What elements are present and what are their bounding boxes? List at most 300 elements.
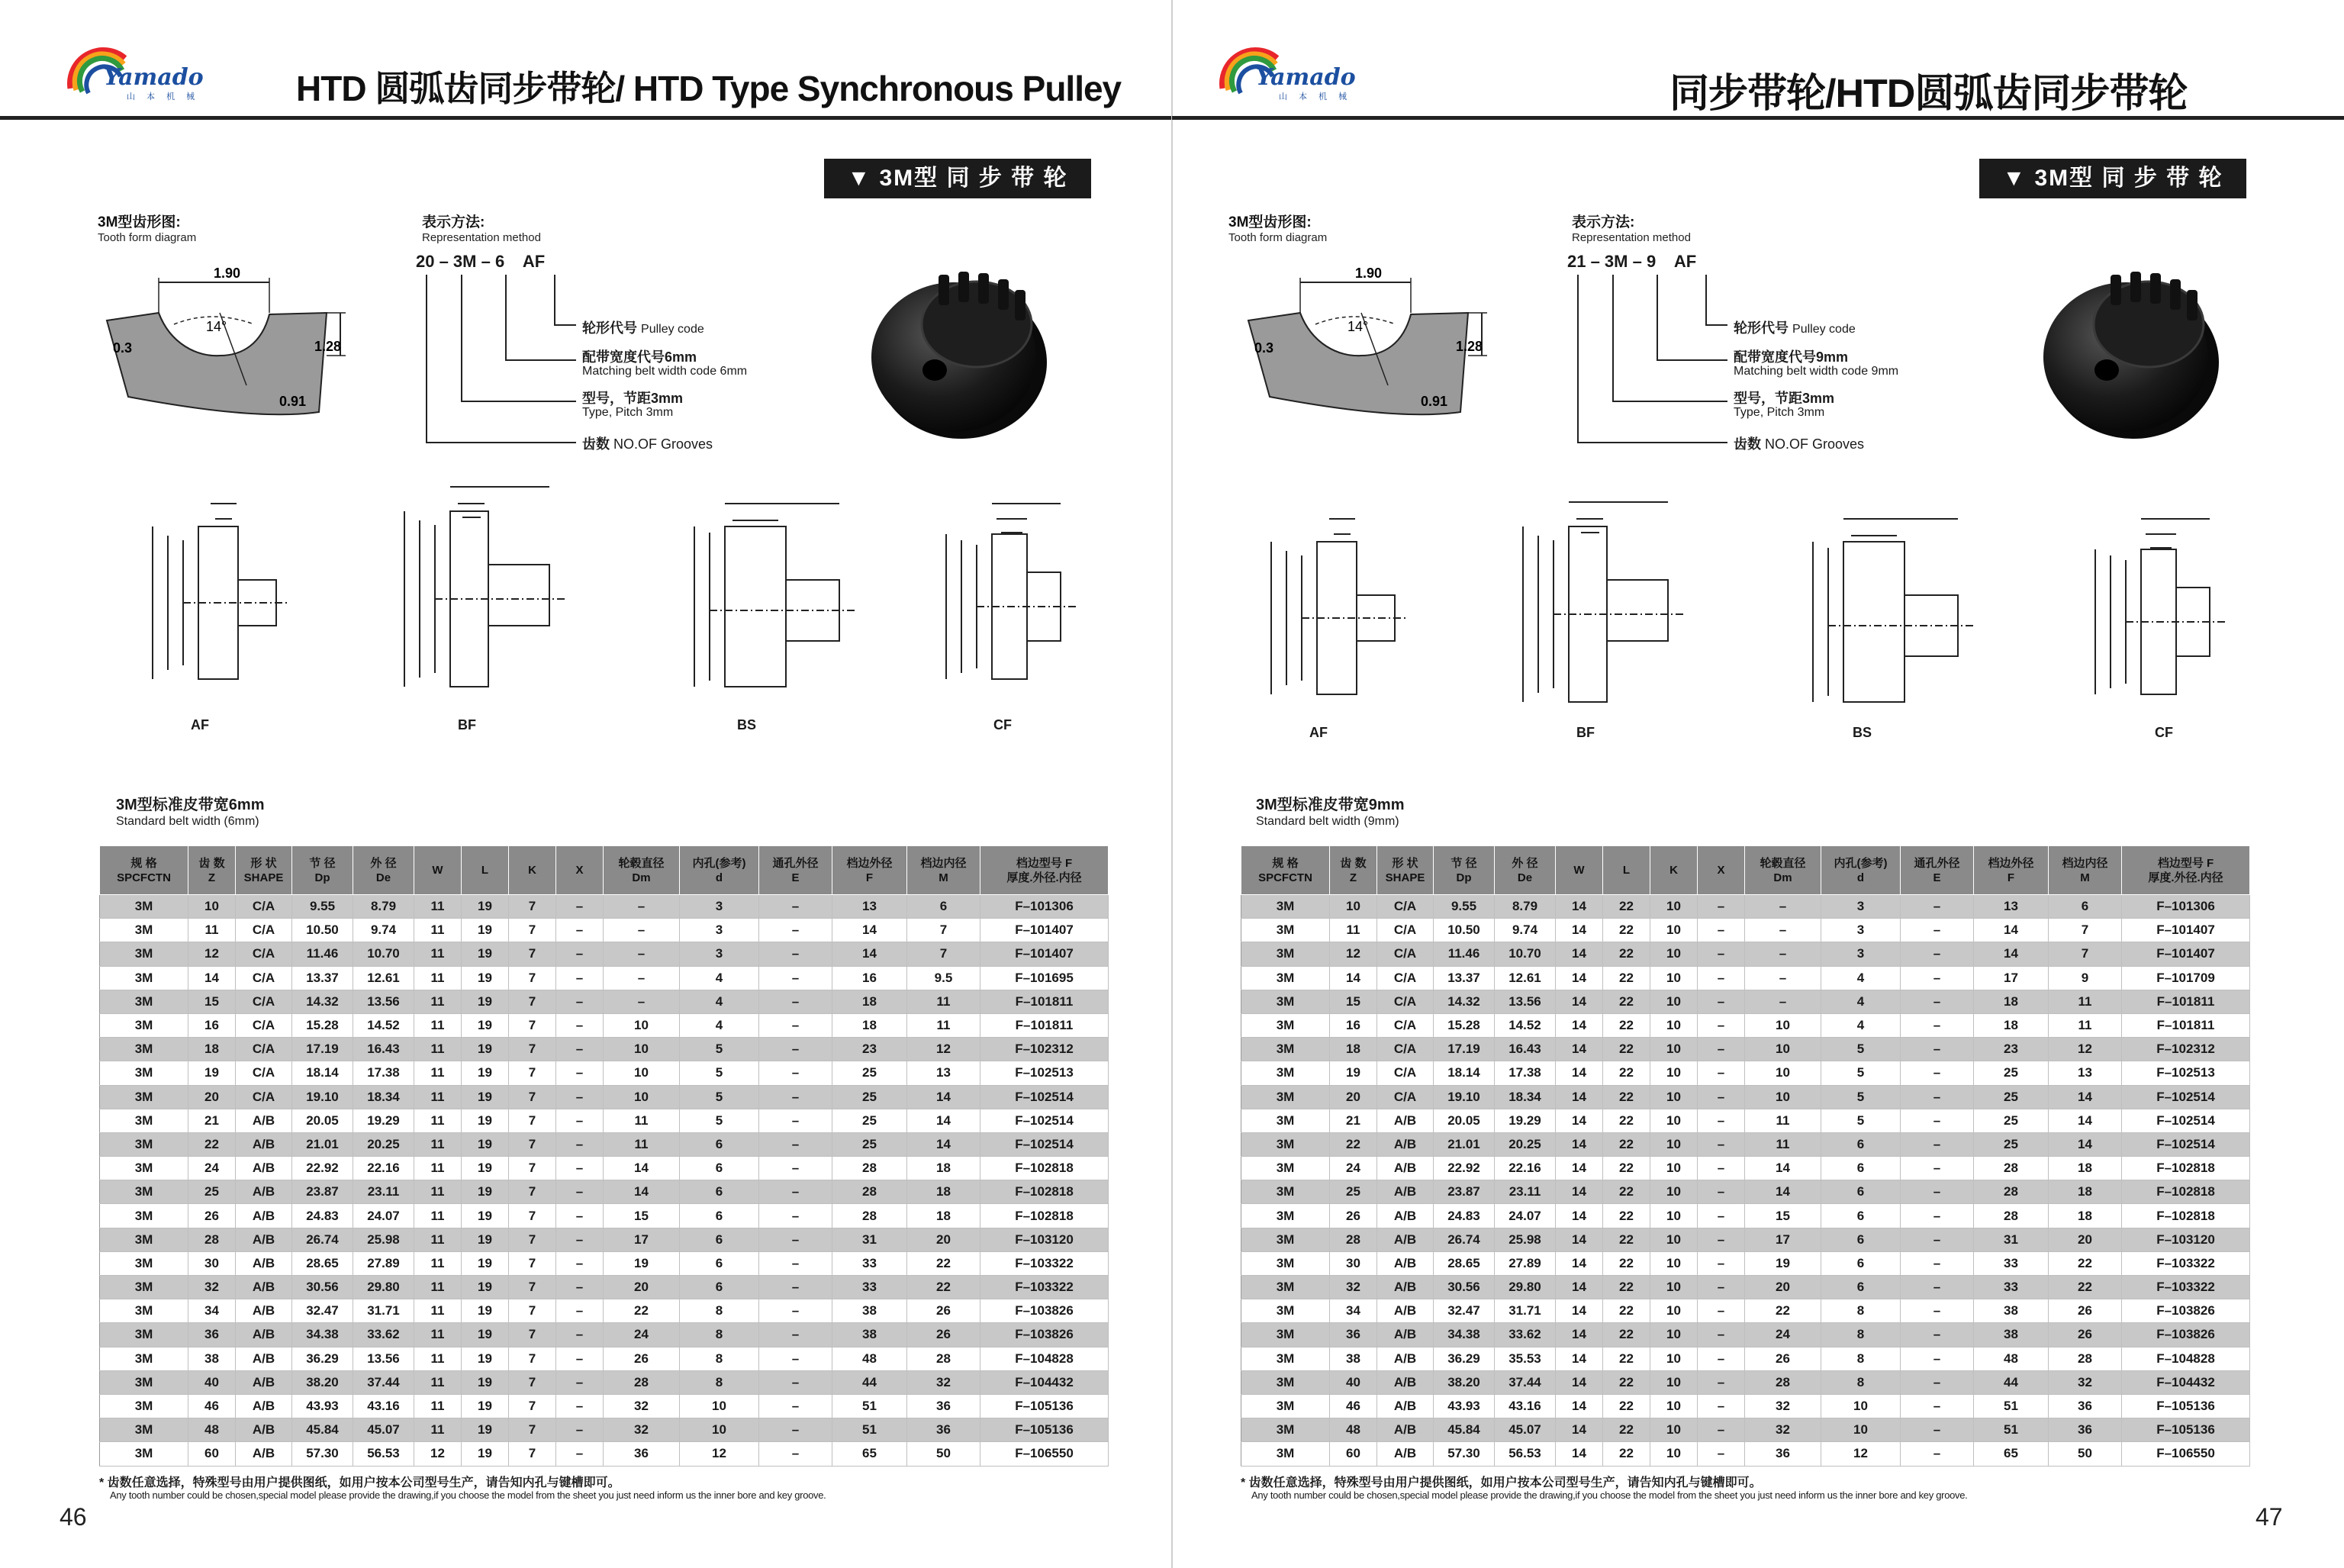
table-cell: 3M	[1241, 1085, 1330, 1109]
table-cell: 10	[1650, 1038, 1698, 1061]
table-cell: 11	[414, 1299, 462, 1323]
table-cell: 16	[832, 966, 907, 990]
table-cell: 11	[414, 966, 462, 990]
table-cell: 11	[1745, 1132, 1821, 1156]
header-label: 规 格	[130, 856, 157, 870]
table-cell: 15.28	[1434, 1013, 1495, 1037]
table-header-cell	[1603, 846, 1650, 895]
table-cell: 14	[1556, 1251, 1603, 1275]
header-sublabel: F	[865, 871, 874, 884]
table-cell: 19	[462, 1013, 509, 1037]
table-header-cell	[1377, 846, 1434, 895]
table-cell: F–101306	[2122, 895, 2250, 919]
table-cell: 11	[414, 1276, 462, 1299]
table-cell: 36	[907, 1394, 980, 1418]
table-cell: 22	[1603, 919, 1650, 942]
table-cell: 32	[1745, 1418, 1821, 1442]
table-cell: 18.34	[353, 1085, 414, 1109]
table-cell: 25	[832, 1132, 907, 1156]
table-cell: –	[759, 1370, 832, 1394]
table-cell: 11	[1745, 1109, 1821, 1132]
table-cell: 22.92	[292, 1157, 353, 1180]
table-cell: 19	[462, 919, 509, 942]
table-cell: C/A	[1377, 1038, 1434, 1061]
header-label: 档边型号 F	[2157, 856, 2214, 870]
table-cell: –	[1901, 1276, 1974, 1299]
table-cell: 11.46	[1434, 942, 1495, 966]
table-cell: 22	[1603, 1251, 1650, 1275]
header-label: X	[575, 864, 584, 877]
table-cell: 7	[509, 1394, 556, 1418]
table-cell: 18	[2049, 1180, 2122, 1204]
table-cell: 4	[1821, 990, 1901, 1013]
table-cell: F–103826	[2122, 1323, 2250, 1347]
table-cell: 65	[832, 1442, 907, 1466]
table-row	[100, 1228, 1109, 1251]
table-cell: 27.89	[353, 1251, 414, 1275]
table-cell: –	[556, 1323, 604, 1347]
table-row	[1241, 966, 2250, 990]
table-cell: 14	[1974, 942, 2049, 966]
table-cell: –	[759, 1251, 832, 1275]
table-cell: 60	[188, 1442, 236, 1466]
table-cell: 3M	[1241, 1299, 1330, 1323]
table-cell: 5	[680, 1061, 759, 1085]
table-cell: F–105136	[980, 1394, 1109, 1418]
table-cell: 28	[1974, 1204, 2049, 1228]
table-cell: 3M	[100, 1394, 188, 1418]
table-cell: 38	[832, 1299, 907, 1323]
table-cell: 22	[1603, 1276, 1650, 1299]
table-cell: 7	[509, 1347, 556, 1370]
table-cell: 10	[604, 1038, 680, 1061]
header-sublabel: d	[715, 871, 723, 884]
table-caption: 3M型标准皮带宽9mm	[1256, 797, 1405, 813]
table-cell: 11	[188, 919, 236, 942]
table-cell: 10	[188, 895, 236, 919]
header-sublabel: Dm	[632, 871, 651, 884]
table-cell: 22	[1603, 1323, 1650, 1347]
table-cell: A/B	[236, 1323, 292, 1347]
table-cell: 8	[680, 1323, 759, 1347]
table-cell: 28	[832, 1204, 907, 1228]
table-cell: –	[604, 919, 680, 942]
table-cell: 8	[1821, 1370, 1901, 1394]
table-cell: 11	[604, 1109, 680, 1132]
table-header-cell	[1241, 846, 1330, 895]
table-cell: 25	[832, 1109, 907, 1132]
header-label: 规 格	[1272, 856, 1299, 870]
table-cell: 7	[509, 1418, 556, 1442]
table-cell: 7	[509, 1276, 556, 1299]
table-cell: 14	[1330, 966, 1377, 990]
table-cell: –	[556, 1109, 604, 1132]
brand-logo	[1216, 43, 1361, 104]
table-cell: 60	[1330, 1442, 1377, 1466]
table-cell: 45.84	[1434, 1418, 1495, 1442]
table-cell: –	[556, 966, 604, 990]
table-cell: F–103826	[980, 1323, 1109, 1347]
table-cell: 11	[414, 1157, 462, 1180]
table-cell: –	[1901, 1109, 1974, 1132]
table-cell: 11	[414, 1013, 462, 1037]
table-cell: A/B	[1377, 1347, 1434, 1370]
header-label: 档边型号 F	[1016, 856, 1073, 870]
table-cell: F–101811	[2122, 1013, 2250, 1037]
table-cell: A/B	[236, 1370, 292, 1394]
table-cell: 19	[462, 1038, 509, 1061]
table-cell: F–103322	[980, 1251, 1109, 1275]
table-cell: –	[556, 1228, 604, 1251]
table-cell: 40	[1330, 1370, 1377, 1394]
table-cell: –	[556, 1013, 604, 1037]
table-row	[100, 1109, 1109, 1132]
rep-code: 21 – 3M – 9 AF	[1567, 252, 1697, 271]
table-cell: 38	[188, 1347, 236, 1370]
table-header-cell	[604, 846, 680, 895]
table-cell: 37.44	[353, 1370, 414, 1394]
rep-caption-en: Representation method	[1572, 231, 1691, 244]
table-cell: 14	[1556, 1061, 1603, 1085]
table-cell: –	[1901, 1132, 1974, 1156]
table-cell: 22	[188, 1132, 236, 1156]
table-cell: 33.62	[353, 1323, 414, 1347]
table-cell: 3M	[100, 1061, 188, 1085]
table-cell: 20.25	[1495, 1132, 1556, 1156]
table-header-cell	[100, 846, 188, 895]
table-cell: A/B	[1377, 1132, 1434, 1156]
table-cell: 11	[414, 1061, 462, 1085]
table-cell: –	[556, 1276, 604, 1299]
table-cell: 26	[907, 1323, 980, 1347]
table-cell: A/B	[1377, 1180, 1434, 1204]
table-cell: C/A	[1377, 966, 1434, 990]
table-cell: –	[556, 1251, 604, 1275]
table-cell: 3M	[100, 1228, 188, 1251]
table-cell: 32	[1745, 1394, 1821, 1418]
table-cell: F–102818	[980, 1204, 1109, 1228]
table-cell: F–102514	[980, 1085, 1109, 1109]
table-cell: 28	[1974, 1157, 2049, 1180]
table-cell: 3M	[1241, 1180, 1330, 1204]
table-cell: 45.84	[292, 1418, 353, 1442]
header-sublabel: Dp	[1456, 871, 1472, 884]
table-cell: 20	[2049, 1228, 2122, 1251]
table-cell: 26.74	[292, 1228, 353, 1251]
header-label: 内孔(参考)	[1834, 856, 1888, 870]
table-cell: 11	[414, 1347, 462, 1370]
table-cell: –	[1901, 1228, 1974, 1251]
table-cell: 10.70	[353, 942, 414, 966]
type-drawings-svg	[1233, 488, 2286, 763]
table-cell: 3M	[1241, 1251, 1330, 1275]
table-cell: 10	[1650, 895, 1698, 919]
table-cell: 19	[462, 1061, 509, 1085]
table-cell: 22	[1603, 1085, 1650, 1109]
table-cell: –	[1901, 1323, 1974, 1347]
table-cell: 26	[2049, 1299, 2122, 1323]
table-cell: 26	[604, 1347, 680, 1370]
table-cell: 8.79	[353, 895, 414, 919]
table-cell: 3M	[100, 1085, 188, 1109]
table-header-cell	[1495, 846, 1556, 895]
table-cell: –	[759, 1394, 832, 1418]
table-cell: 24	[188, 1157, 236, 1180]
table-cell: 28	[832, 1180, 907, 1204]
table-cell: 12.61	[1495, 966, 1556, 990]
table-cell: 3M	[1241, 1418, 1330, 1442]
table-row	[100, 1038, 1109, 1061]
series-badge: ▼ 3M型 同 步 带 轮	[1979, 159, 2246, 198]
table-cell: 19	[462, 990, 509, 1013]
table-cell: A/B	[1377, 1204, 1434, 1228]
header-sublabel: E	[1933, 871, 1941, 884]
table-cell: 14	[832, 942, 907, 966]
table-cell: C/A	[236, 919, 292, 942]
table-cell: 3M	[1241, 1370, 1330, 1394]
table-cell: 14	[1556, 1299, 1603, 1323]
header-label: 外 径	[1512, 856, 1538, 870]
table-cell: 24.07	[1495, 1204, 1556, 1228]
table-cell: 33	[1974, 1251, 2049, 1275]
table-cell: F–101695	[980, 966, 1109, 990]
table-cell: –	[1901, 1370, 1974, 1394]
table-cell: 3M	[1241, 1038, 1330, 1061]
table-cell: 10	[1650, 1370, 1698, 1394]
table-cell: 22	[1603, 1442, 1650, 1466]
table-cell: –	[1698, 895, 1745, 919]
table-header-cell	[680, 846, 759, 895]
header-sublabel: Z	[208, 871, 216, 884]
table-cell: 14	[1556, 1323, 1603, 1347]
table-cell: 10.70	[1495, 942, 1556, 966]
table-cell: 10	[1650, 990, 1698, 1013]
table-header-cell	[462, 846, 509, 895]
table-cell: 17.19	[1434, 1038, 1495, 1061]
table-cell: 8	[1821, 1299, 1901, 1323]
table-cell: C/A	[236, 966, 292, 990]
table-cell: 8	[1821, 1323, 1901, 1347]
table-header-cell	[1650, 846, 1698, 895]
header-sublabel: SHAPE	[243, 871, 284, 884]
dim-angle-label: 14°	[206, 319, 227, 334]
table-cell: –	[1698, 1038, 1745, 1061]
table-cell: 3	[680, 895, 759, 919]
table-cell: 11	[414, 942, 462, 966]
table-cell: –	[759, 1418, 832, 1442]
table-cell: F–102818	[2122, 1204, 2250, 1228]
table-cell: 19	[604, 1251, 680, 1275]
table-cell: 3	[680, 919, 759, 942]
representation-method	[416, 252, 813, 465]
table-cell: 6	[1821, 1204, 1901, 1228]
table-cell: 19.10	[1434, 1085, 1495, 1109]
table-cell: 10	[1745, 1038, 1821, 1061]
table-cell: 22	[907, 1276, 980, 1299]
table-cell: 37.44	[1495, 1370, 1556, 1394]
table-cell: 6	[907, 895, 980, 919]
table-cell: 20	[188, 1085, 236, 1109]
table-cell: 11	[2049, 990, 2122, 1013]
table-row	[1241, 1251, 2250, 1275]
table-cell: 14	[1556, 1204, 1603, 1228]
dim-angle-label: 14°	[1347, 319, 1369, 334]
table-header-cell	[1434, 846, 1495, 895]
table-cell: 22	[2049, 1251, 2122, 1275]
table-row	[100, 895, 1109, 919]
table-cell: 22.16	[1495, 1157, 1556, 1180]
type-label-cn: 型号，节距3mm	[1734, 391, 1835, 406]
table-cell: 14.52	[1495, 1013, 1556, 1037]
table-cell: 14	[1556, 1276, 1603, 1299]
table-cell: 22	[1603, 942, 1650, 966]
table-cell: 11	[414, 1323, 462, 1347]
table-cell: 10	[1650, 942, 1698, 966]
table-cell: 11	[414, 895, 462, 919]
table-cell: F–103322	[980, 1276, 1109, 1299]
table-cell: A/B	[1377, 1394, 1434, 1418]
table-cell: 6	[680, 1157, 759, 1180]
table-cell: 29.80	[353, 1276, 414, 1299]
table-cell: –	[556, 1132, 604, 1156]
table-cell: 22	[2049, 1276, 2122, 1299]
table-cell: F–101407	[2122, 942, 2250, 966]
table-cell: 17.19	[292, 1038, 353, 1061]
table-cell: 26	[2049, 1323, 2122, 1347]
width-label-en: Matching belt width code 9mm	[1734, 365, 1899, 378]
code-label-en: Pulley code	[641, 323, 704, 336]
table-cell: 21.01	[292, 1132, 353, 1156]
header-rule	[0, 116, 1172, 120]
header-sublabel: SPCFCTN	[117, 871, 171, 884]
table-cell: –	[1901, 966, 1974, 990]
table-row	[1241, 1204, 2250, 1228]
table-cell: 14	[2049, 1109, 2122, 1132]
table-cell: 22	[1603, 1418, 1650, 1442]
table-row	[100, 1347, 1109, 1370]
table-cell: 33	[1974, 1276, 2049, 1299]
rep-caption: 表示方法:	[1572, 214, 1635, 230]
table-cell: 30.56	[292, 1276, 353, 1299]
table-cell: 11	[414, 1418, 462, 1442]
table-row	[100, 1323, 1109, 1347]
header-sublabel: d	[1856, 871, 1865, 884]
table-cell: –	[1901, 895, 1974, 919]
table-cell: –	[759, 1347, 832, 1370]
table-cell: 10	[604, 1013, 680, 1037]
table-header-cell	[1698, 846, 1745, 895]
table-header-cell	[414, 846, 462, 895]
table-cell: 5	[680, 1038, 759, 1061]
width-label-cn: 配带宽度代号9mm	[1734, 349, 1849, 365]
table-cell: 17	[604, 1228, 680, 1251]
table-cell: 3M	[1241, 1394, 1330, 1418]
table-cell: –	[759, 919, 832, 942]
table-cell: 10	[1650, 1180, 1698, 1204]
table-cell: 19	[462, 1251, 509, 1275]
table-cell: 10	[1745, 1085, 1821, 1109]
table-cell: 51	[832, 1394, 907, 1418]
table-row	[1241, 1180, 2250, 1204]
table-cell: A/B	[236, 1394, 292, 1418]
table-cell: –	[1745, 919, 1821, 942]
table-cell: 36	[604, 1442, 680, 1466]
table-cell: F–103120	[2122, 1228, 2250, 1251]
table-row	[1241, 1347, 2250, 1370]
table-cell: 22	[1603, 990, 1650, 1013]
table-cell: 5	[1821, 1038, 1901, 1061]
table-cell: 38	[1974, 1299, 2049, 1323]
table-row	[1241, 1394, 2250, 1418]
table-cell: A/B	[1377, 1323, 1434, 1347]
table-cell: –	[759, 1276, 832, 1299]
table-cell: –	[1698, 1061, 1745, 1085]
table-cell: 22	[1745, 1299, 1821, 1323]
header-label: 节 径	[1451, 856, 1477, 870]
table-cell: 34.38	[1434, 1323, 1495, 1347]
table-cell: 22	[1603, 1180, 1650, 1204]
table-row	[1241, 990, 2250, 1013]
table-cell: 19	[462, 1204, 509, 1228]
table-row	[1241, 1061, 2250, 1085]
table-cell: 10.50	[1434, 919, 1495, 942]
table-cell: 5	[1821, 1085, 1901, 1109]
table-cell: 36	[1330, 1323, 1377, 1347]
brand-name: Yamado	[1256, 64, 1356, 91]
table-cell: 56.53	[353, 1442, 414, 1466]
tooth-form-diagram	[98, 267, 372, 420]
table-cell: 17.38	[1495, 1061, 1556, 1085]
table-cell: C/A	[236, 895, 292, 919]
table-cell: 46	[188, 1394, 236, 1418]
table-cell: 20.05	[1434, 1109, 1495, 1132]
page-title: 同步带轮/HTD圆弧齿同步带轮	[1669, 72, 2188, 116]
table-cell: C/A	[236, 942, 292, 966]
table-cell: 35.53	[1495, 1347, 1556, 1370]
table-cell: 6	[1821, 1180, 1901, 1204]
table-cell: –	[759, 1157, 832, 1180]
table-cell: A/B	[236, 1251, 292, 1275]
table-cell: –	[1901, 1418, 1974, 1442]
table-cell: 19	[1330, 1061, 1377, 1085]
table-cell: 18	[832, 1013, 907, 1037]
table-cell: –	[556, 1157, 604, 1180]
table-cell: F–105136	[980, 1418, 1109, 1442]
table-cell: 14	[907, 1109, 980, 1132]
table-cell: 11	[414, 1109, 462, 1132]
table-row	[1241, 919, 2250, 942]
table-cell: 32.47	[1434, 1299, 1495, 1323]
table-cell: –	[759, 1109, 832, 1132]
header-sublabel: De	[1517, 871, 1533, 884]
header-label: 齿 数	[198, 856, 225, 870]
type-label-af: AF	[191, 717, 209, 732]
table-cell: –	[1901, 1061, 1974, 1085]
table-cell: 10	[1650, 1323, 1698, 1347]
table-cell: 13.56	[1495, 990, 1556, 1013]
table-cell: F–102818	[980, 1157, 1109, 1180]
table-cell: 38	[1330, 1347, 1377, 1370]
table-cell: 7	[509, 1370, 556, 1394]
table-cell: C/A	[1377, 942, 1434, 966]
table-cell: 32	[604, 1418, 680, 1442]
brand-sub: 山 本 机 械	[127, 92, 200, 101]
table-cell: F–102513	[2122, 1061, 2250, 1085]
table-cell: 22	[1603, 1132, 1650, 1156]
table-cell: A/B	[1377, 1370, 1434, 1394]
table-cell: –	[1698, 1442, 1745, 1466]
table-cell: –	[759, 1180, 832, 1204]
